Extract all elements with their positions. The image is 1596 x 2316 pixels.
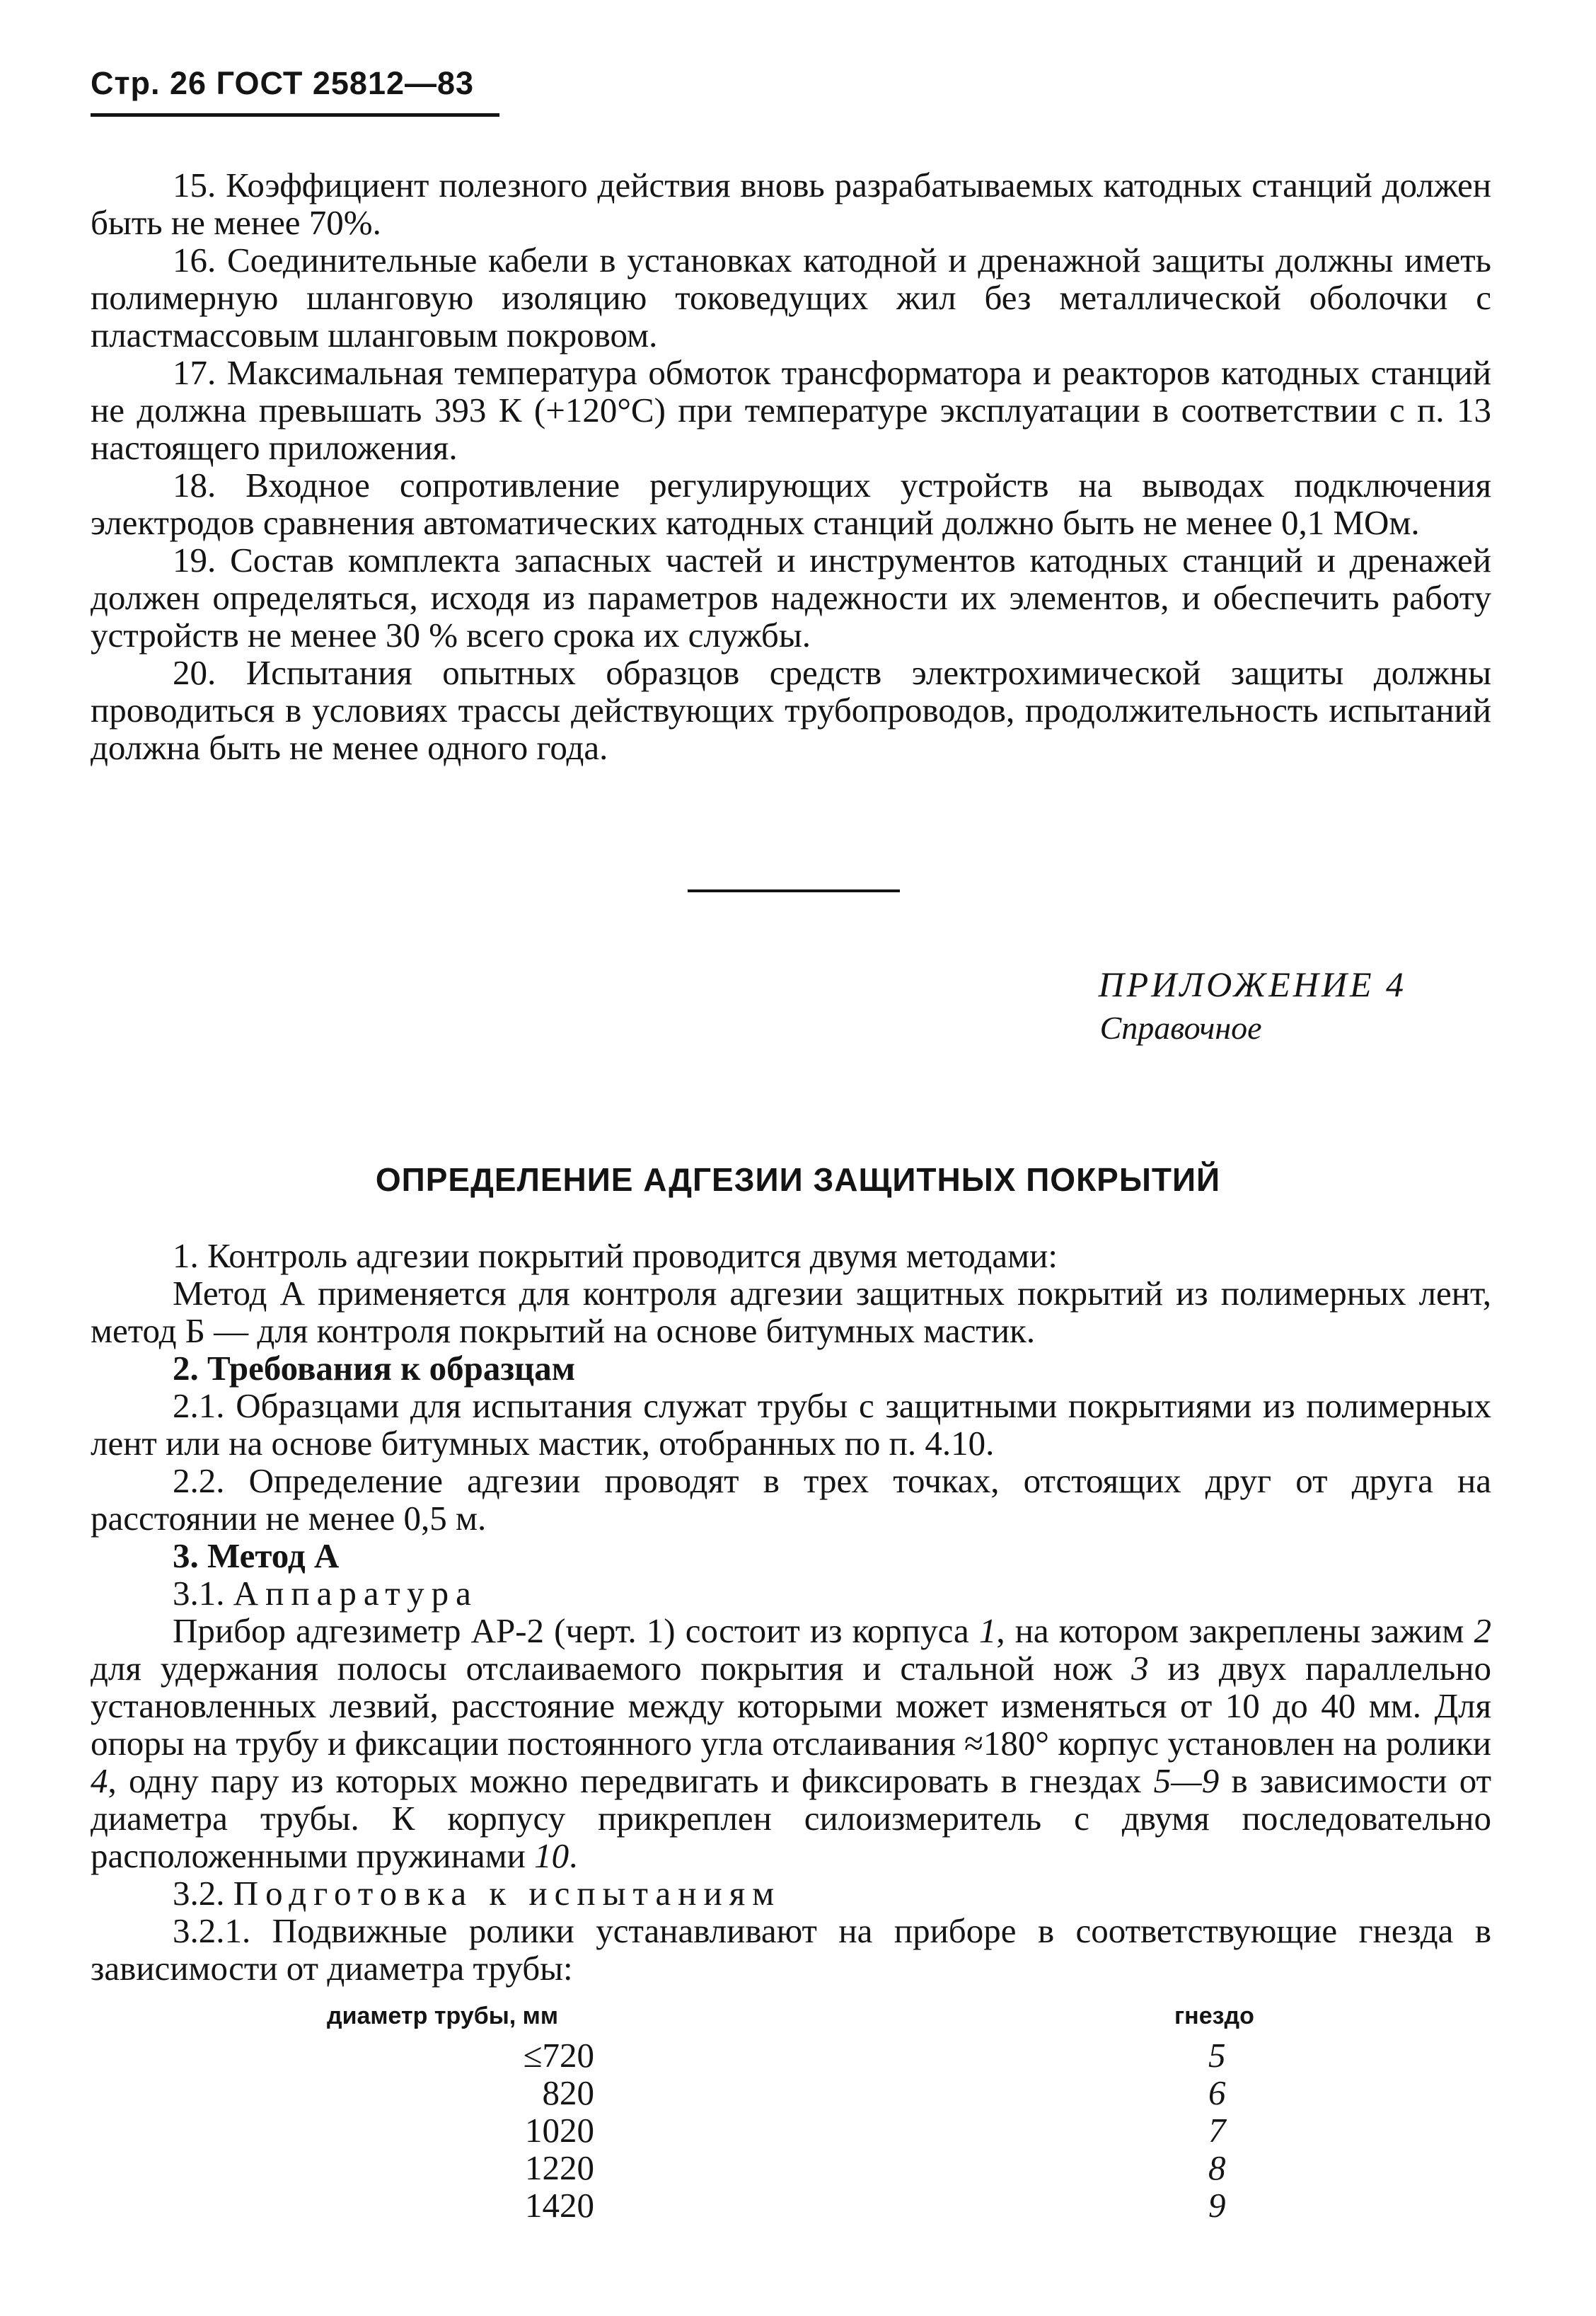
cell-socket: 7 — [1208, 2111, 1226, 2150]
cell-socket: 5 — [1208, 2036, 1226, 2075]
section-body — [91, 1237, 1491, 1987]
apparatus-number: 3.1. — [173, 1574, 225, 1613]
cell-diameter: ≤720 — [523, 2036, 594, 2075]
table-row — [91, 2074, 1491, 2112]
appendix-label — [1099, 962, 1406, 1050]
separator-rule — [688, 889, 900, 892]
item-18: 18. Входное сопротивление регулирующих устройств на выводах подключения электродов сравнения автоматических катодных станций должно быть не менее 0,1 МОм. — [91, 466, 1491, 542]
appendix-title: ПРИЛОЖЕНИЕ 4 — [1098, 964, 1406, 1004]
device-text-7: . — [569, 1836, 578, 1875]
paragraph-1: 1. Контроль адгезии покрытий проводится двумя методами: — [173, 1236, 1058, 1275]
heading-requirements: 2. Требования к образцам — [173, 1349, 576, 1388]
cell-diameter: 1420 — [525, 2186, 594, 2225]
device-text-2: , на котором закреплены зажим — [996, 1611, 1474, 1650]
preparation-label: Подготовка к испытаниям — [233, 1874, 782, 1913]
ref-3: 3 — [1131, 1649, 1149, 1688]
cell-socket: 8 — [1208, 2148, 1226, 2187]
ref-1: 1 — [978, 1611, 997, 1650]
table-row — [91, 2036, 1491, 2074]
device-text-6: в зависимости от диаметра трубы. К корпусу прикреплен силоизмеритель с двумя последовательно расположенными пружинами — [91, 1761, 1491, 1875]
table-rows — [91, 2036, 1491, 2224]
column-header-diameter: диаметр трубы, мм — [327, 2003, 558, 2029]
device-text-1: Прибор адгезиметр АР-2 (черт. 1) состоит из корпуса — [173, 1611, 979, 1650]
paragraph-2-2: 2.2. Определение адгезии проводят в трех точках, отстоящих друг от друга на расстоянии не менее 0,5 м. — [91, 1461, 1491, 1538]
heading-preparation — [91, 1874, 1491, 1912]
heading-method-a: 3. Метод А — [173, 1536, 340, 1575]
ref-5-9: 5—9 — [1153, 1761, 1220, 1800]
ref-2: 2 — [1474, 1611, 1492, 1650]
cell-diameter: 820 — [542, 2073, 594, 2112]
cell-socket: 9 — [1208, 2186, 1226, 2225]
cell-diameter: 1020 — [525, 2111, 594, 2150]
cell-diameter: 1220 — [525, 2148, 594, 2187]
paragraph-2-1: 2.1. Образцами для испытания служат трубы с защитными покрытиями из полимерных лент или на основе битумных мастик, отобранных по п. 4.10. — [91, 1386, 1491, 1463]
cell-socket: 6 — [1208, 2073, 1226, 2112]
item-17: 17. Максимальная температура обмоток трансформатора и реакторов катодных станций не должна превышать 393 К (+120°С) при температуре эксплуатации в соответствии с п. 13 настоящего приложения. — [91, 353, 1491, 467]
device-text-5: , одну пару из которых можно передвигать и фиксировать в гнездах — [108, 1761, 1154, 1800]
page-header: Стр. 26 ГОСТ 25812—83 — [91, 65, 475, 101]
ref-10: 10 — [534, 1836, 569, 1875]
ref-4: 4 — [91, 1761, 108, 1800]
paragraph-3-2-1: 3.2.1. Подвижные ролики устанавливают на приборе в соответствующие гнезда в зависимости от диаметра трубы: — [91, 1911, 1491, 1988]
preparation-number: 3.2. — [173, 1874, 225, 1913]
table-row — [91, 2149, 1491, 2187]
table-row — [91, 2112, 1491, 2149]
item-20: 20. Испытания опытных образцов средств электрохимической защиты должны проводиться в условиях трассы действующих трубопроводов, продолжительность испытаний должна быть не менее одного года. — [91, 653, 1491, 767]
device-text-3: для удержания полосы отслаиваемого покрытия и стальной нож — [91, 1649, 1132, 1688]
item-16: 16. Соединительные кабели в установках катодной и дренажной защиты должны иметь полимерную шланговую изоляцию токоведущих жил без металлической оболочки с пластмассовым шланговым покровом. — [91, 241, 1491, 355]
table-row — [91, 2187, 1491, 2224]
device-text-4: из двух параллельно установленных лезвий, расстояние между которыми может изменяться от 10 до 40 мм. Для опоры на трубу и фиксации постоянного угла отслаивания ≈180° корпус установлен на ролики — [91, 1649, 1491, 1763]
appendix-subtitle: Справочное — [1099, 1010, 1262, 1046]
header-rule — [91, 113, 499, 117]
heading-apparatus — [91, 1574, 1491, 1612]
item-15: 15. Коэффициент полезного действия вновь разрабатываемых катодных станций должен быть не менее 70%. — [91, 166, 1491, 242]
column-header-socket: гнездо — [1174, 2003, 1254, 2029]
top-items — [91, 166, 1491, 766]
paragraph-device — [91, 1612, 1491, 1874]
section-title: ОПРЕДЕЛЕНИЕ АДГЕЗИИ ЗАЩИТНЫХ ПОКРЫТИЙ — [375, 1161, 1221, 1198]
paragraph-method-a: Метод А применяется для контроля адгезии защитных покрытий из полимерных лент, метод Б — для контроля покрытий на основе битумных мастик. — [91, 1274, 1491, 1350]
item-19: 19. Состав комплекта запасных частей и инструментов катодных станций и дренажей должен определяться, исходя из параметров надежности их элементов, и обеспечить работу устройств не менее 30 % всего срока их службы. — [91, 541, 1491, 655]
apparatus-label: Аппаратура — [233, 1574, 478, 1613]
